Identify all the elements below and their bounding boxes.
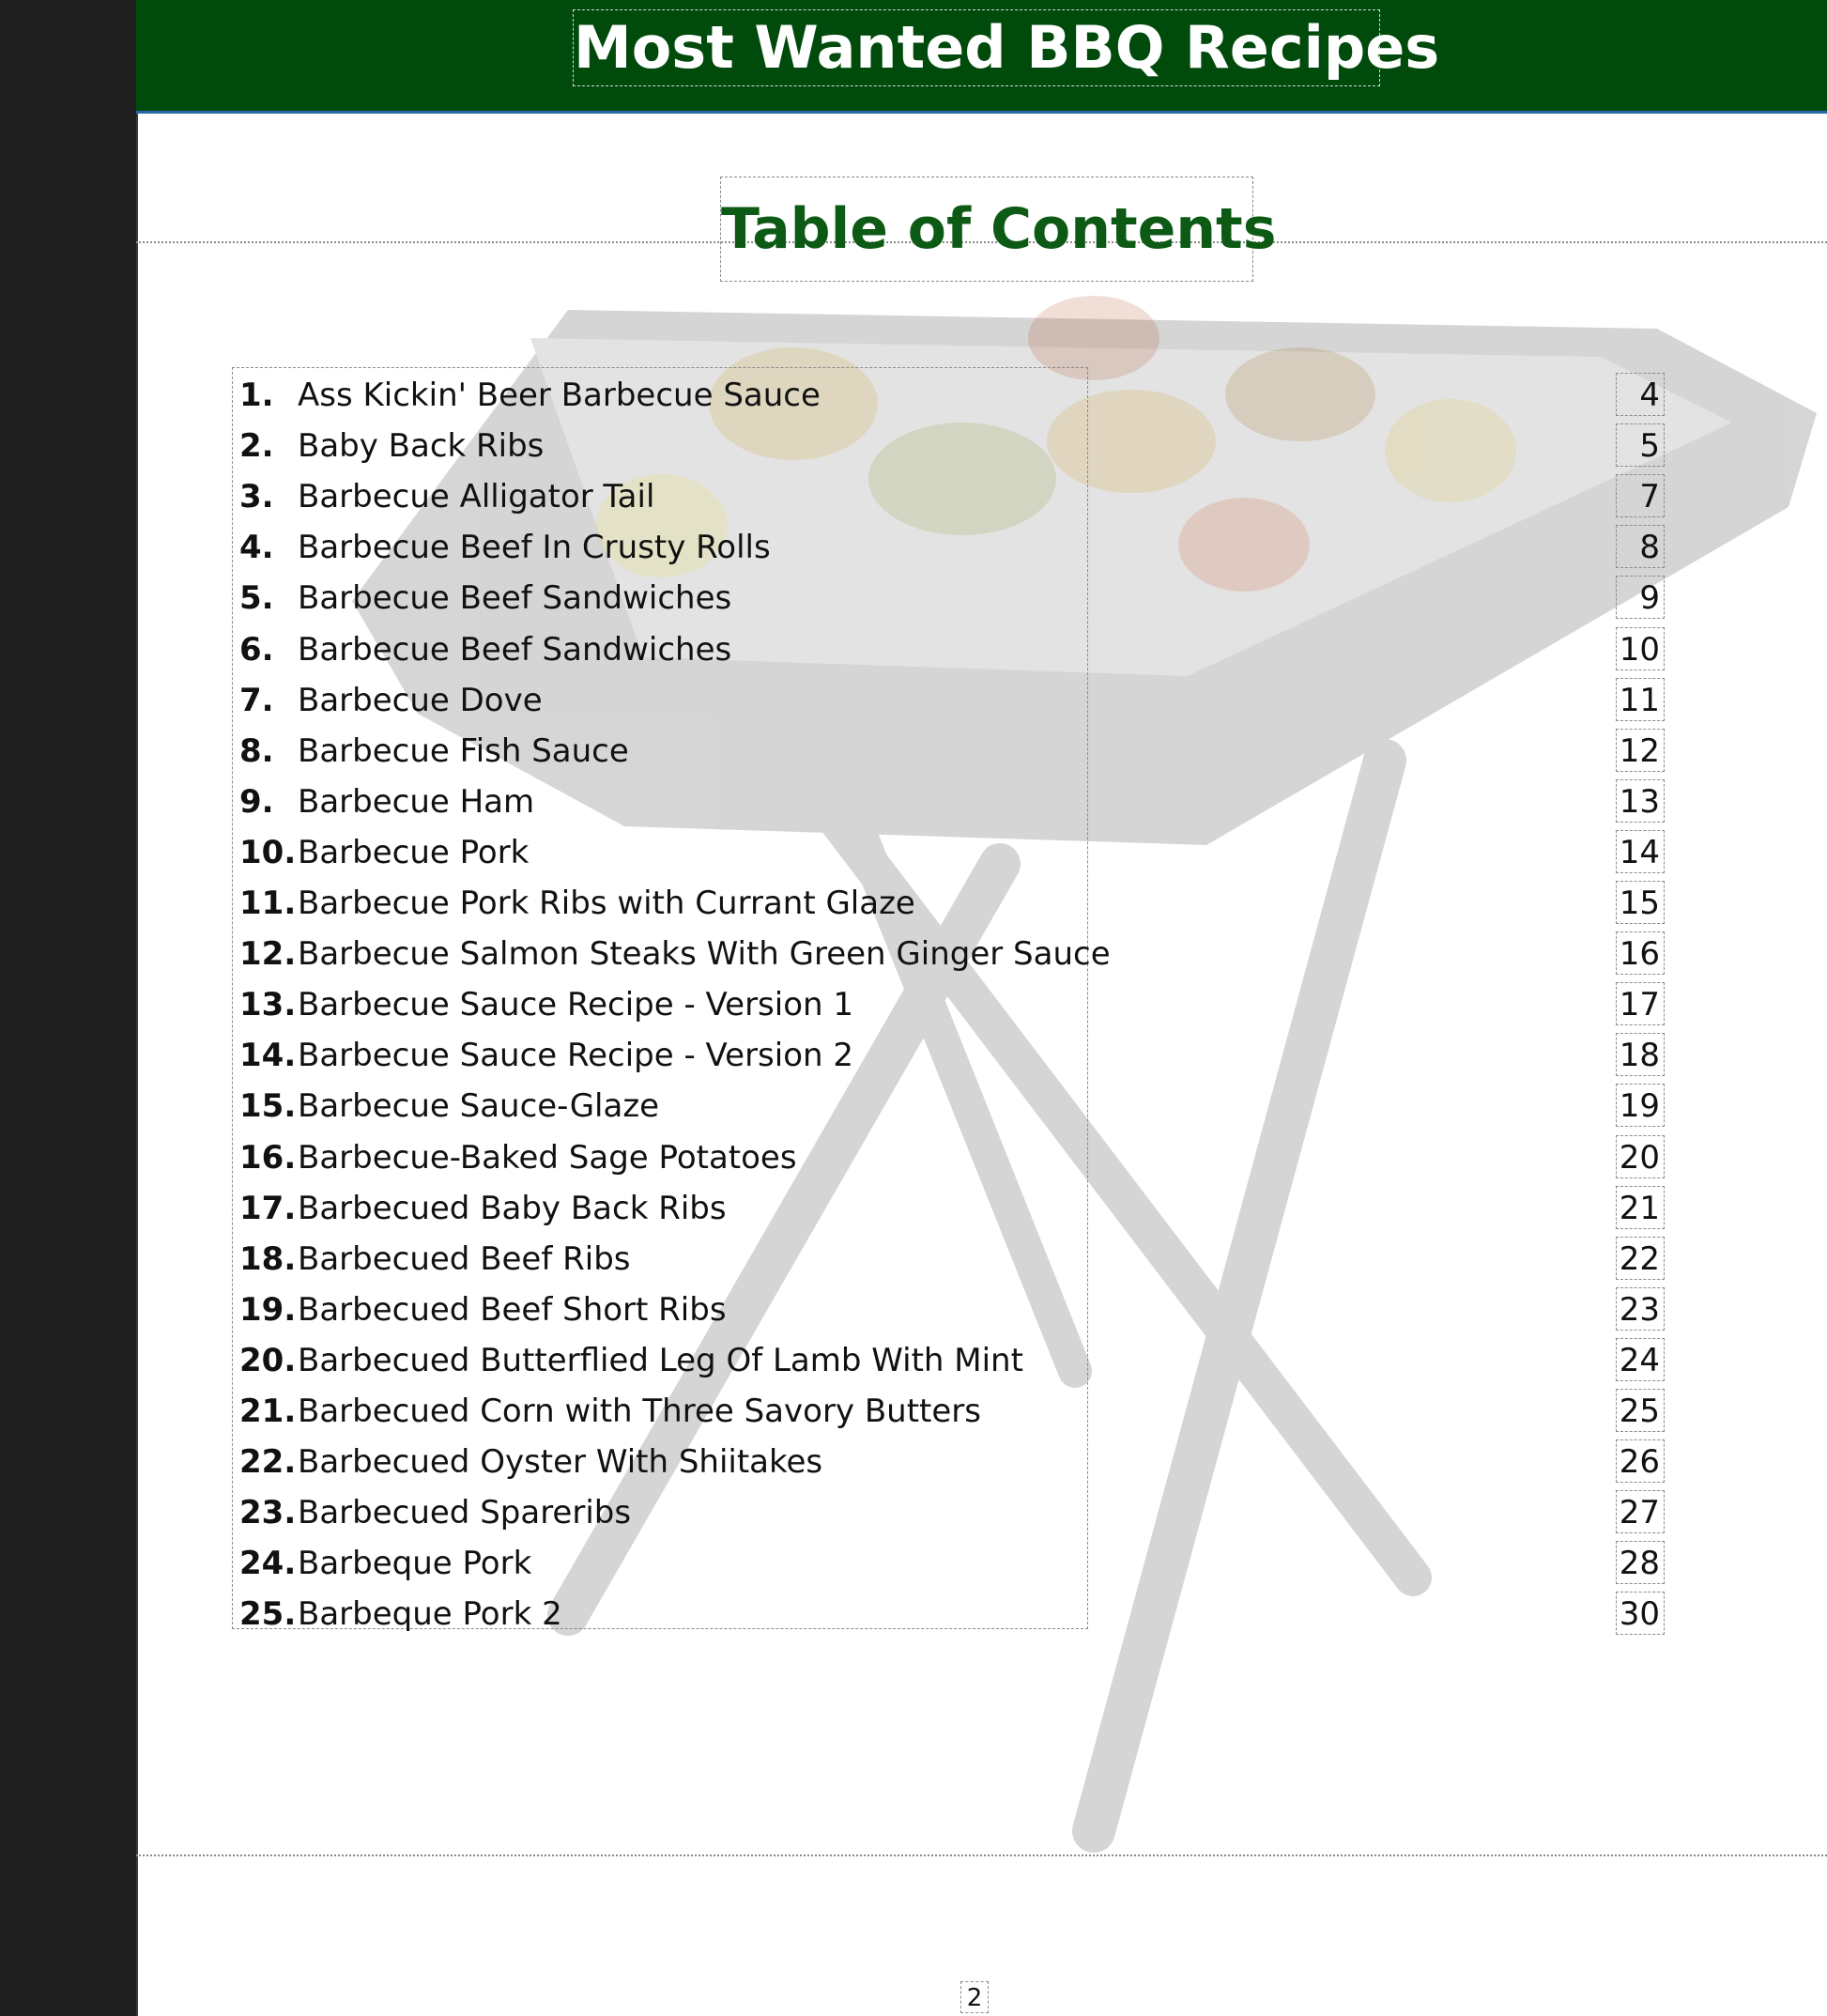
- toc-entry[interactable]: [233, 979, 853, 1030]
- toc-entry-title: Barbecued Butterflied Leg Of Lamb With Mint: [298, 1341, 1023, 1379]
- toc-entry-page[interactable]: 15: [1616, 881, 1665, 924]
- toc-entry-page[interactable]: 9: [1616, 576, 1665, 619]
- toc-entry[interactable]: [233, 471, 654, 522]
- toc-entry-page[interactable]: 21: [1616, 1186, 1665, 1229]
- toc-entry[interactable]: [233, 1487, 631, 1538]
- toc-entry-number: 23.: [239, 1494, 297, 1532]
- toc-entry-number: 15.: [239, 1087, 297, 1126]
- toc-entry-number: 20.: [239, 1341, 297, 1379]
- toc-entry-number: 4.: [239, 529, 274, 567]
- toc-entry-page[interactable]: 16: [1616, 931, 1665, 975]
- toc-entry[interactable]: [233, 675, 543, 726]
- toc-entry-title: Barbecued Oyster With Shiitakes: [298, 1443, 823, 1482]
- toc-entry-page[interactable]: 19: [1616, 1084, 1665, 1127]
- toc-entry-title: Barbecued Beef Ribs: [298, 1239, 631, 1278]
- toc-entry-number: 17.: [239, 1189, 297, 1227]
- toc-entry-number: 6.: [239, 630, 274, 669]
- toc-entry-title: Barbeque Pork 2: [298, 1595, 562, 1634]
- toc-entry-page[interactable]: 14: [1616, 830, 1665, 873]
- toc-entry-number: 11.: [239, 885, 297, 922]
- toc-entry[interactable]: [233, 1183, 727, 1234]
- toc-entry[interactable]: [233, 1538, 531, 1589]
- toc-entry[interactable]: [233, 726, 629, 777]
- toc-entry[interactable]: [233, 1234, 631, 1285]
- toc-entry-page[interactable]: 30: [1616, 1592, 1665, 1635]
- toc-entry-title: Barbecue Dove: [298, 681, 543, 719]
- document-page[interactable]: [136, 0, 1827, 2016]
- toc-entry-page[interactable]: 11: [1616, 678, 1665, 721]
- toc-entry-title: Barbecue Beef Sandwiches: [298, 630, 732, 669]
- toc-entry-page[interactable]: 23: [1616, 1287, 1665, 1331]
- toc-entry-title: Barbecue Beef In Crusty Rolls: [298, 529, 771, 567]
- toc-entry-number: 25.: [239, 1595, 297, 1634]
- toc-entry[interactable]: [233, 1386, 981, 1437]
- toc-entry-number: 9.: [239, 782, 274, 821]
- toc-entry-title: Barbecue Sauce Recipe - Version 1: [298, 986, 853, 1024]
- toc-entry-title: Barbecue Ham: [298, 782, 535, 821]
- toc-entry-title: Barbecue Sauce-Glaze: [298, 1087, 660, 1126]
- toc-entry-title: Barbecue Fish Sauce: [298, 731, 629, 770]
- toc-entry-page[interactable]: 8: [1616, 525, 1665, 568]
- toc-entry-page[interactable]: 20: [1616, 1135, 1665, 1178]
- toc-entry-number: 2.: [239, 427, 274, 466]
- toc-entry-page[interactable]: 5: [1616, 423, 1665, 467]
- toc-entry-page[interactable]: 12: [1616, 729, 1665, 772]
- toc-entry[interactable]: [233, 1589, 562, 1639]
- toc-entry-page[interactable]: 26: [1616, 1439, 1665, 1483]
- toc-entry-title: Baby Back Ribs: [298, 427, 545, 466]
- toc-entry[interactable]: [233, 1081, 659, 1131]
- toc-entry-page[interactable]: 17: [1616, 982, 1665, 1025]
- toc-entry-number: 8.: [239, 731, 274, 770]
- toc-entry-number: 3.: [239, 478, 274, 516]
- toc-entry-number: 14.: [239, 1037, 297, 1075]
- toc-entry-page[interactable]: 4: [1616, 373, 1665, 416]
- toc-entry-number: 18.: [239, 1239, 297, 1278]
- toc-heading[interactable]: Table of Contents: [720, 177, 1253, 282]
- toc-entry[interactable]: [233, 370, 821, 421]
- toc-entry-page[interactable]: 27: [1616, 1490, 1665, 1533]
- document-title[interactable]: Most Wanted BBQ Recipes: [573, 9, 1380, 86]
- toc-entry-title: Ass Kickin' Beer Barbecue Sauce: [298, 377, 821, 414]
- toc-entry-number: 16.: [239, 1138, 297, 1177]
- toc-entry-title: Barbecued Beef Short Ribs: [298, 1290, 727, 1329]
- toc-entry-page[interactable]: 24: [1616, 1338, 1665, 1381]
- toc-entry-page[interactable]: 18: [1616, 1033, 1665, 1076]
- toc-entry-page[interactable]: 22: [1616, 1237, 1665, 1280]
- toc-entry-number: 24.: [239, 1545, 297, 1583]
- toc-entry-title: Barbecue Salmon Steaks With Green Ginger Sauce: [298, 935, 1111, 974]
- toc-entry[interactable]: [233, 1335, 1023, 1386]
- toc-entry[interactable]: [233, 929, 1111, 979]
- toc-entry[interactable]: [233, 624, 731, 675]
- toc-entry-title: Barbecue Pork Ribs with Currant Glaze: [298, 885, 915, 922]
- toc-entry-title: Barbecue Pork: [298, 833, 530, 871]
- toc-entry-number: 5.: [239, 579, 274, 618]
- toc-entry-title: Barbeque Pork: [298, 1545, 532, 1583]
- toc-entry[interactable]: [233, 1030, 853, 1081]
- toc-entry-page[interactable]: 13: [1616, 779, 1665, 823]
- toc-entry-title: Barbecue Beef Sandwiches: [298, 579, 732, 618]
- toc-entry[interactable]: [233, 777, 534, 827]
- toc-entry-page[interactable]: 7: [1616, 474, 1665, 517]
- toc-entry-number: 12.: [239, 935, 297, 974]
- toc-entry-title: Barbecued Corn with Three Savory Butters: [298, 1393, 981, 1430]
- toc-entry-number: 19.: [239, 1290, 297, 1329]
- toc-entry-page[interactable]: 25: [1616, 1389, 1665, 1432]
- toc-entries-box[interactable]: [232, 367, 1111, 1634]
- toc-entry-number: 7.: [239, 681, 274, 719]
- toc-entry-number: 21.: [239, 1393, 297, 1430]
- document-header: [136, 0, 1827, 114]
- toc-entry[interactable]: [233, 1437, 822, 1487]
- toc-entry[interactable]: [233, 522, 771, 573]
- toc-entry-title: Barbecued Baby Back Ribs: [298, 1189, 727, 1227]
- toc-entry-number: 10.: [239, 833, 297, 871]
- toc-entry[interactable]: [233, 421, 544, 471]
- toc-entry-number: 1.: [239, 377, 274, 414]
- toc-entry[interactable]: [233, 827, 529, 878]
- footer-page-number[interactable]: 2: [960, 1981, 989, 2013]
- toc-entry-title: Barbecue-Baked Sage Potatoes: [298, 1138, 797, 1177]
- toc-entry[interactable]: [233, 573, 731, 623]
- toc-entry-title: Barbecue Sauce Recipe - Version 2: [298, 1037, 853, 1075]
- toc-entry-number: 22.: [239, 1443, 297, 1482]
- toc-entry-page[interactable]: 28: [1616, 1541, 1665, 1584]
- toc-entry[interactable]: [233, 878, 915, 929]
- toc-entry-page[interactable]: 10: [1616, 627, 1665, 670]
- toc-entry-title: Barbecue Alligator Tail: [298, 478, 655, 516]
- toc-entry-number: 13.: [239, 986, 297, 1024]
- toc-entry[interactable]: [233, 1132, 797, 1183]
- toc-entry[interactable]: [233, 1285, 727, 1335]
- toc-entry-title: Barbecued Spareribs: [298, 1494, 632, 1532]
